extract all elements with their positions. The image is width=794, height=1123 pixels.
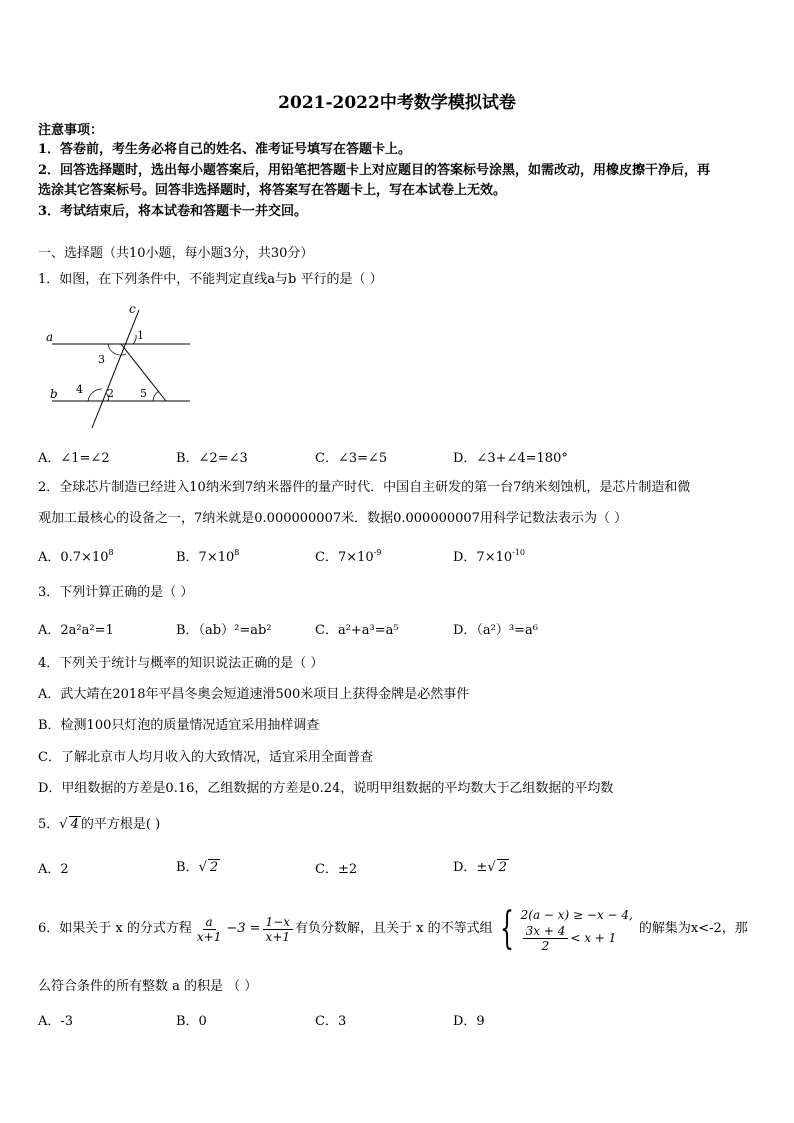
q2-stem-line-2: 观加工最核心的设备之一，7纳米就是0.000000007米．数据0.000000007用科学记数法表示为（ ） xyxy=(38,511,628,526)
q4-option-c: C．了解北京市人均月收入的大致情况，适宜采用全面普查 xyxy=(38,750,373,765)
note-2-line-2: 选涂其它答案标号。回答非选择题时，将答案写在答题卡上，写在本试卷上无效。 xyxy=(38,183,507,198)
note-2-line-1: 2．回答选择题时，选出每小题答案后，用铅笔把答题卡上对应题目的答案标号涂黑，如需改动，用橡皮擦干净后，再 xyxy=(38,163,711,178)
q6-stem: 6．如果关于 x 的分式方程 $\frac{a}{x+1}$ −3 = $\frac{1-x}{x+1}$ 有负分数解，且关于 x 的不等式组 { 2(a − x) ≥ −x − 4, $\frac{3x + 4}{2}$ < x + 1 的解集为x<-2，那 xyxy=(38,903,748,954)
notes-heading: 注意事项： xyxy=(38,123,104,138)
label-3: 3 xyxy=(98,353,105,366)
inequality-system: 2(a − x) ≥ −x − 4, $\frac{3x + 4}{2}$ < x + 1 xyxy=(520,907,633,953)
q2-option-b: B．$7\times 10^8$ xyxy=(176,548,240,565)
label-5: 5 xyxy=(140,387,147,400)
line-c xyxy=(92,310,139,428)
q2-stem-line-1: 2．全球芯片制造已经进入10纳米到7纳米器件的量产时代．中国自主研发的第一台7纳米刻蚀机，是芯片制造和微 xyxy=(38,480,691,495)
note-3: 3．考试结束后，将本试卷和答题卡一并交回。 xyxy=(38,204,308,219)
q1-figure xyxy=(38,298,198,438)
q1-option-c: C．∠3=∠5 xyxy=(315,451,388,466)
q5-option-b: B．√ 2 xyxy=(176,860,219,875)
section-heading: 一、选择题（共10小题，每小题3分，共30分） xyxy=(38,246,314,261)
fraction-a-over-x1: $\frac{a}{x+1}$ xyxy=(196,914,222,944)
q1-option-b: B．∠2=∠3 xyxy=(176,451,248,466)
page-title: 2021-2022中考数学模拟试卷 xyxy=(278,93,516,113)
q3-option-c: C．a²+a³=a⁵ xyxy=(315,623,399,638)
q6-option-d: D．9 xyxy=(453,1014,485,1029)
q2-option-d: D．$7\times 10^{-10}$ xyxy=(453,548,526,565)
q3-option-a: A．2a²a²=1 xyxy=(38,623,114,638)
q6-stem-line-2: 么符合条件的所有整数 a 的积是 （ ） xyxy=(38,979,258,994)
q4-option-a: A．武大靖在2018年平昌冬奥会短道速滑500米项目上获得金牌是必然事件 xyxy=(38,687,470,702)
q6-option-c: C．3 xyxy=(315,1014,347,1029)
q3-option-d: D．（a²）³=a⁶ xyxy=(453,623,538,638)
q1-option-d: D．∠3+∠4=180° xyxy=(453,451,568,466)
system-brace: { xyxy=(499,903,514,954)
q3-stem: 3．下列计算正确的是（ ） xyxy=(38,585,194,600)
q4-option-d: D．甲组数据的方差是0.16，乙组数据的方差是0.24，说明甲组数据的平均数大于乙组数据的平均数 xyxy=(38,781,614,796)
q5-option-c: C．±2 xyxy=(315,862,358,877)
label-a: a xyxy=(46,330,54,344)
q2-option-c: C．$7\times 10^{-9}$ xyxy=(315,548,382,565)
q4-option-b: B．检测100只灯泡的质量情况适宜采用抽样调查 xyxy=(38,718,320,733)
label-1: 1 xyxy=(137,329,144,342)
q4-stem: 4．下列关于统计与概率的知识说法正确的是（ ） xyxy=(38,656,324,671)
q1-option-a: A．∠1=∠2 xyxy=(38,451,110,466)
label-b: b xyxy=(50,387,58,401)
q1-stem: 1．如图，在下列条件中，不能判定直线a与b 平行的是（ ） xyxy=(38,272,383,287)
label-2: 2 xyxy=(107,387,114,400)
sqrt-4: √ 4 xyxy=(59,817,79,832)
angle-1-arc xyxy=(133,335,136,344)
q5-option-a: A．2 xyxy=(38,862,69,877)
angle-5-arc xyxy=(153,391,159,401)
q6-option-a: A．-3 xyxy=(38,1014,74,1029)
fraction-1x-over-x1: $\frac{1-x}{x+1}$ xyxy=(263,915,293,944)
q5-stem: 5．√ 4 的平方根是( ) xyxy=(38,817,161,832)
label-4: 4 xyxy=(76,383,83,396)
q6-option-b: B．0 xyxy=(176,1014,207,1029)
q2-option-a: A．$0.7\times 10^8$ xyxy=(38,548,114,565)
q3-option-b: B．（ab）²=ab² xyxy=(176,623,272,638)
q5-option-d: D．±√ 2 xyxy=(453,860,507,875)
angle-4-arc xyxy=(88,389,102,401)
note-1: 1．答卷前，考生务必将自己的姓名、准考证号填写在答题卡上。 xyxy=(38,142,412,157)
label-c: c xyxy=(129,302,136,316)
